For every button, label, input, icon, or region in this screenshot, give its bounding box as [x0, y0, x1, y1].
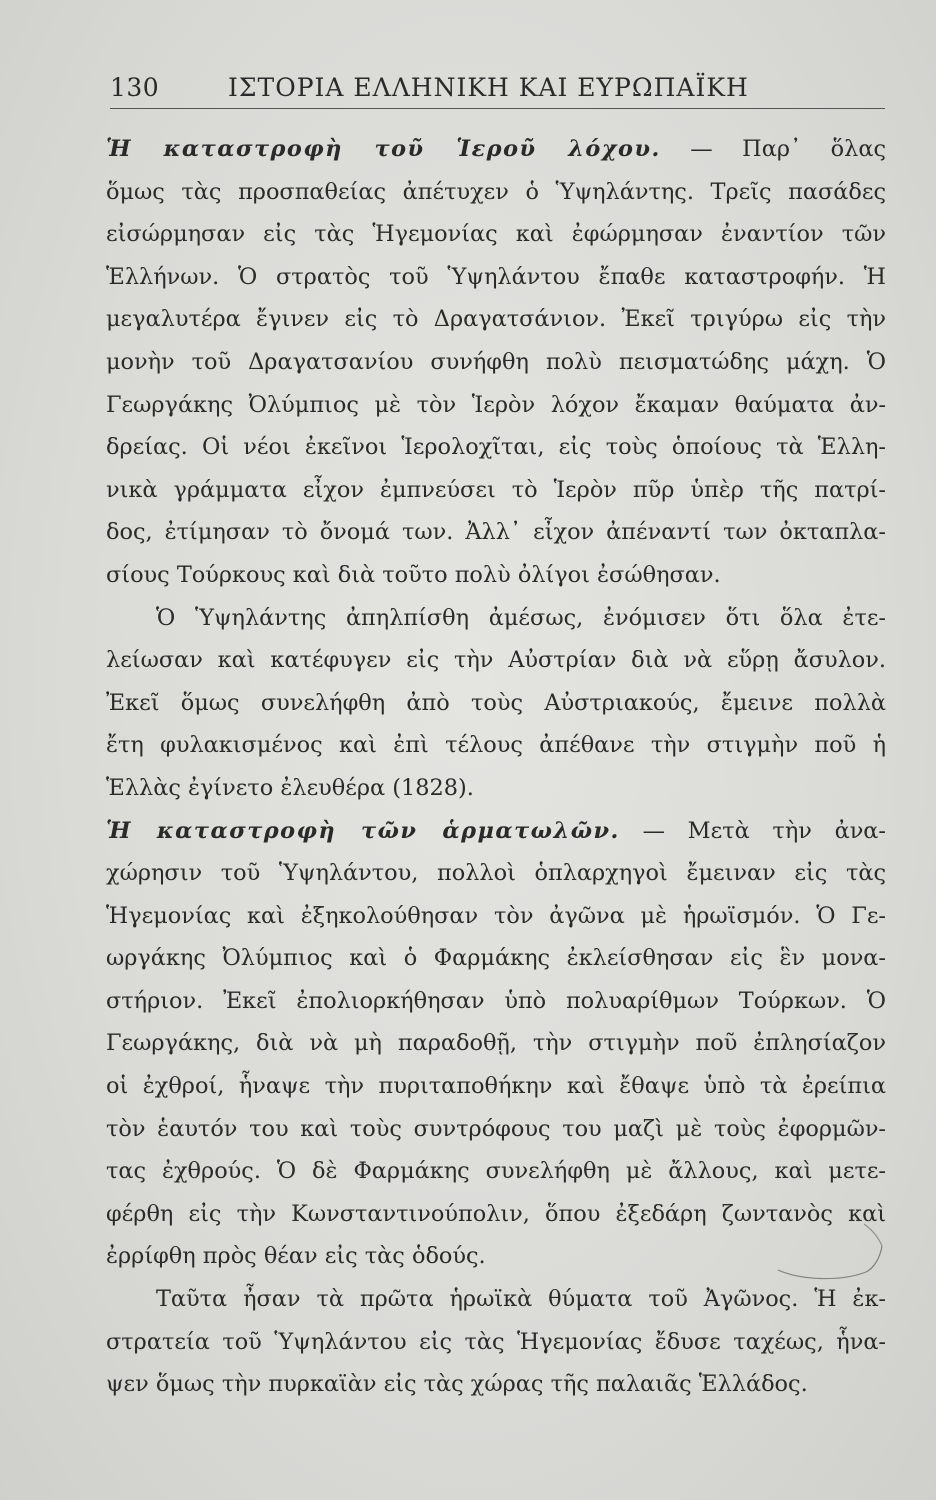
text-line — [106, 511, 886, 554]
line-text: Ὁ Ὑψηλάντης ἀπηλπίσθη ἀμέσως, ἐνόμισεν ὅτι ὅλα ἐτε- — [156, 604, 886, 631]
page-number: 130 — [110, 73, 160, 102]
line-text: τὸν ἑαυτόν του καὶ τοὺς συντρόφους του μαζὶ μὲ τοὺς ἐφορμῶν- — [106, 1115, 886, 1142]
line-text: λείωσαν καὶ κατέφυγεν εἰς τὴν Αὐστρίαν διὰ νὰ εὕρῃ ἄσυλον. — [106, 647, 886, 674]
line-text: Γεωργάκης Ὀλύμπιος μὲ τὸν Ἱερὸν λόχον ἔκαμαν θαύματα ἀν- — [106, 391, 886, 418]
pencil-annotation-mark — [770, 1222, 890, 1292]
body-text — [106, 128, 886, 1406]
page-header — [110, 64, 885, 109]
text-line — [106, 298, 886, 341]
line-text: εἰσώρμησαν εἰς τὰς Ἡγεμονίας καὶ ἐφώρμησαν ἐναντίον τῶν — [106, 221, 886, 248]
text-line — [106, 639, 886, 682]
line-text: Ἑλλὰς ἐγίνετο ἐλευθέρα (1828). — [106, 774, 474, 801]
line-text: ἐρρίφθη πρὸς θέαν εἰς τὰς ὁδούς. — [106, 1243, 486, 1270]
text-line — [106, 256, 886, 299]
text-line — [106, 1150, 886, 1193]
line-text: τας ἐχθρούς. Ὁ δὲ Φαρμάκης συνελήφθη μὲ ἄλλους, καὶ μετε- — [106, 1158, 886, 1185]
running-head: ΙΣΤΟΡΙΑ ΕΛΛΗΝΙΚΗ ΚΑΙ ΕΥΡΩΠΑΪΚΗ — [228, 73, 749, 102]
text-line — [106, 1108, 886, 1151]
text-line — [106, 724, 886, 767]
line-text: μονὴν τοῦ Δραγατσανίου συνήφθη πολὺ πεισματώδης μάχη. Ὁ — [106, 348, 886, 375]
line-text: στήριον. Ἐκεῖ ἐπολιορκήθησαν ὑπὸ πολυαρίθμων Τούρκων. Ὁ — [106, 987, 886, 1014]
text-line — [106, 1065, 886, 1108]
text-line — [106, 1193, 886, 1236]
line-text: φέρθη εἰς τὴν Κωνσταντινούπολιν, ὅπου ἐξεδάρη ζωντανὸς καὶ — [106, 1200, 886, 1227]
line-text: νικὰ γράμματα εἶχον ἐμπνεύσει τὸ Ἱερὸν πῦρ ὑπὲρ τῆς πατρί- — [106, 476, 886, 503]
text-line — [106, 213, 886, 256]
line-text: ψεν ὅμως τὴν πυρκαϊὰν εἰς τὰς χώρας τῆς παλαιᾶς Ἑλλάδος. — [106, 1371, 808, 1398]
section-heading: Ἡ καταστροφὴ τοῦ Ἱεροῦ λόχου. — [106, 136, 661, 162]
line-text: — Μετὰ τὴν ἀνα- — [619, 817, 886, 844]
text-line — [106, 1022, 886, 1065]
text-line — [106, 341, 886, 384]
text-line — [106, 810, 886, 853]
section-heading: Ἡ καταστροφὴ τῶν ἁρματωλῶν. — [106, 817, 620, 844]
text-line — [106, 895, 886, 938]
line-text: ωργάκης Ὀλύμπιος καὶ ὁ Φαρμάκης ἐκλείσθησαν εἰς ἓν μονα- — [106, 945, 886, 972]
line-text: χώρησιν τοῦ Ὑψηλάντου, πολλοὶ ὁπλαρχηγοὶ ἔμειναν εἰς τὰς — [106, 860, 886, 887]
line-text: Ἡγεμονίας καὶ ἐξηκολούθησαν τὸν ἀγῶνα μὲ ἡρωϊσμόν. Ὁ Γε- — [106, 902, 886, 929]
line-text: ἔτη φυλακισμένος καὶ ἐπὶ τέλους ἀπέθανε τὴν στιγμὴν ποῦ ἡ — [106, 732, 886, 759]
line-text: στρατεία τοῦ Ὑψηλάντου εἰς τὰς Ἡγεμονίας ἔδυσε ταχέως, ἧνα- — [106, 1328, 886, 1355]
line-text: σίους Τούρκους καὶ διὰ τοῦτο πολὺ ὀλίγοι ἐσώθησαν. — [106, 561, 721, 588]
line-text: μεγαλυτέρα ἔγινεν εἰς τὸ Δραγατσάνιον. Ἐκεῖ τριγύρω εἰς τὴν — [106, 306, 886, 333]
text-line — [106, 852, 886, 895]
text-line — [106, 1363, 886, 1406]
text-line — [106, 767, 886, 810]
line-text: οἱ ἐχθροί, ἧναψε τὴν πυριταποθήκην καὶ ἔθαψε ὑπὸ τὰ ἐρείπια — [106, 1073, 886, 1100]
line-text: Ταῦτα ἦσαν τὰ πρῶτα ἡρωϊκὰ θύματα τοῦ Ἀγῶνος. Ἡ ἐκ- — [156, 1286, 886, 1313]
text-line — [106, 937, 886, 980]
text-line — [106, 384, 886, 427]
line-text: δος, ἐτίμησαν τὸ ὄνομά των. Ἀλλ᾽ εἶχον ἀπέναντί των ὀκταπλα- — [106, 519, 886, 546]
line-text: ὅμως τὰς προσπαθείας ἀπέτυχεν ὁ Ὑψηλάντης. Τρεῖς πασάδες — [106, 178, 886, 205]
text-line — [106, 426, 886, 469]
text-line — [106, 554, 886, 597]
text-line — [106, 1321, 886, 1364]
text-line — [106, 980, 886, 1023]
text-line — [106, 128, 886, 171]
text-line — [106, 682, 886, 725]
line-text: Ἐκεῖ ὅμως συνελήφθη ἀπὸ τοὺς Αὐστριακούς, ἔμεινε πολλὰ — [106, 689, 886, 716]
line-text: Γεωργάκης, διὰ νὰ μὴ παραδοθῇ, τὴν στιγμὴν ποῦ ἐπλησίαζον — [106, 1030, 886, 1057]
line-text: Ἑλλήνων. Ὁ στρατὸς τοῦ Ὑψηλάντου ἔπαθε καταστροφήν. Ἡ — [106, 263, 886, 290]
text-line — [106, 469, 886, 512]
text-line — [106, 171, 886, 214]
text-line — [106, 1278, 886, 1321]
line-text: — Παρ᾽ ὅλας — [660, 136, 886, 162]
text-line — [106, 1235, 886, 1278]
text-line — [106, 597, 886, 640]
line-text: δρείας. Οἱ νέοι ἐκεῖνοι Ἱερολοχῖται, εἰς τοὺς ὁποίους τὰ Ἑλλη- — [106, 434, 886, 461]
